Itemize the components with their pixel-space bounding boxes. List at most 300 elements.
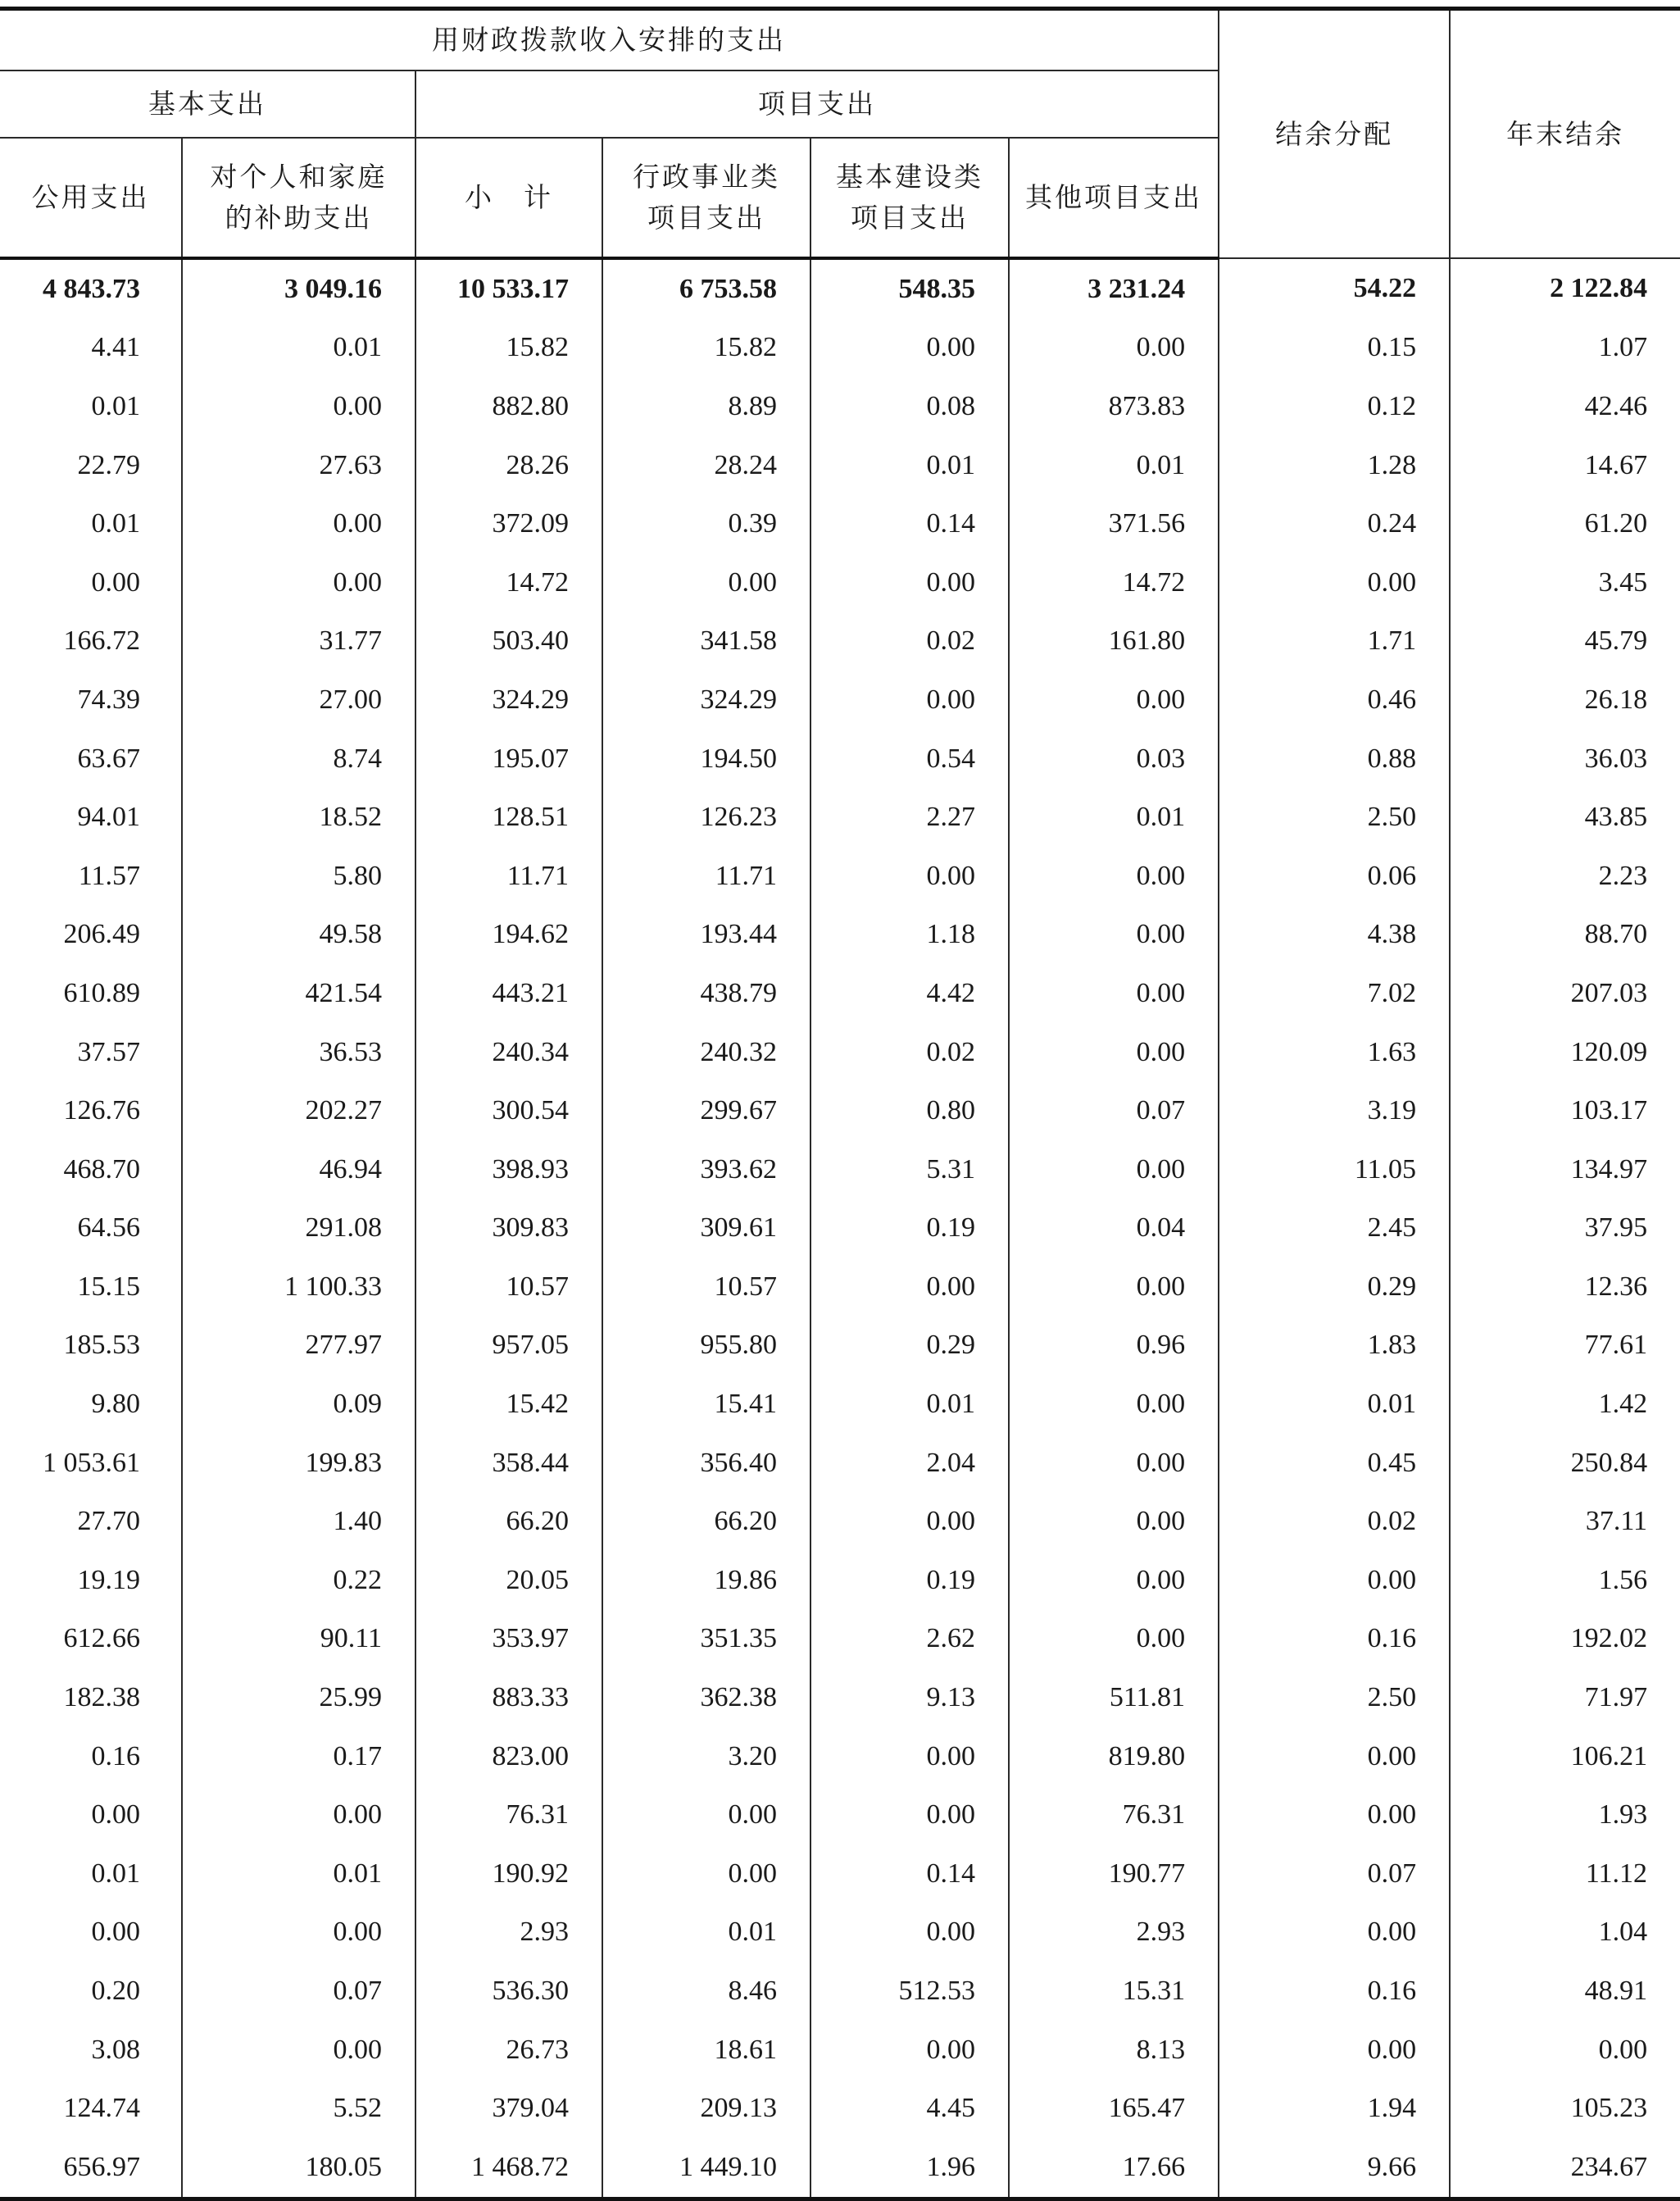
cell-construction-projects: 0.80 xyxy=(810,1081,1009,1140)
cell-project-subtotal: 536.30 xyxy=(415,1962,602,2021)
table-row xyxy=(0,730,1680,789)
table-row xyxy=(0,1081,1680,1140)
fiscal-expenditure-table xyxy=(0,7,1680,2201)
cell-other-projects: 0.00 xyxy=(1009,1375,1219,1434)
cell-individual-subsidy: 0.07 xyxy=(182,1962,415,2021)
cell-admin-projects: 209.13 xyxy=(602,2079,810,2138)
cell-admin-projects: 0.01 xyxy=(602,1903,810,1962)
cell-construction-projects: 0.00 xyxy=(810,2021,1009,2080)
cell-public-expenditure: 0.01 xyxy=(91,1858,140,1889)
cell-public-expenditure: 1 053.61 xyxy=(43,1447,140,1478)
cell-public-expenditure: 0.16 xyxy=(91,1740,140,1771)
cell-other-projects: 0.00 xyxy=(1009,1492,1219,1551)
cell-other-projects: 873.83 xyxy=(1009,377,1219,436)
cell-admin-projects: 3.20 xyxy=(602,1727,810,1786)
cell-surplus-distribution: 0.02 xyxy=(1219,1492,1450,1551)
cell-construction-projects: 5.31 xyxy=(810,1140,1009,1199)
cell-public-expenditure: 468.70 xyxy=(63,1153,140,1185)
cell-surplus-distribution: 1.83 xyxy=(1219,1317,1450,1376)
cell-project-subtotal: 503.40 xyxy=(415,612,602,671)
cell-public-expenditure: 74.39 xyxy=(77,684,140,715)
cell-public-expenditure: 185.53 xyxy=(63,1330,140,1361)
cell-surplus-distribution: 1.63 xyxy=(1219,1023,1450,1082)
cell-surplus-distribution: 2.50 xyxy=(1219,1668,1450,1727)
cell-year-end-balance: 26.18 xyxy=(1450,671,1680,730)
cell-construction-projects: 2.27 xyxy=(810,788,1009,847)
cell-other-projects: 0.00 xyxy=(1009,1023,1219,1082)
cell-other-projects: 0.00 xyxy=(1009,1551,1219,1610)
cell-admin-projects: 10.57 xyxy=(602,1257,810,1317)
cell-individual-subsidy: 277.97 xyxy=(182,1317,415,1376)
cell-construction-projects: 0.29 xyxy=(810,1317,1009,1376)
cell-construction-projects: 0.00 xyxy=(810,319,1009,378)
cell-admin-projects: 438.79 xyxy=(602,964,810,1023)
cell-surplus-distribution: 11.05 xyxy=(1219,1140,1450,1199)
cell-individual-subsidy: 49.58 xyxy=(182,906,415,965)
cell-construction-projects: 4.42 xyxy=(810,964,1009,1023)
cell-project-subtotal: 190.92 xyxy=(415,1844,602,1903)
cell-surplus-distribution: 0.07 xyxy=(1219,1844,1450,1903)
cell-surplus-distribution: 0.29 xyxy=(1219,1257,1450,1317)
cell-other-projects: 15.31 xyxy=(1009,1962,1219,2021)
cell-project-subtotal: 309.83 xyxy=(415,1199,602,1258)
cell-project-subtotal: 11.71 xyxy=(415,847,602,906)
table-row xyxy=(0,319,1680,378)
cell-admin-projects: 8.89 xyxy=(602,377,810,436)
cell-surplus-distribution: 0.00 xyxy=(1219,1785,1450,1844)
cell-other-projects: 371.56 xyxy=(1009,494,1219,553)
cell-public-expenditure: 9.80 xyxy=(91,1389,140,1420)
cell-admin-projects: 341.58 xyxy=(602,612,810,671)
cell-admin-projects: 0.39 xyxy=(602,494,810,553)
cell-public-expenditure: 0.01 xyxy=(91,390,140,421)
cell-project-subtotal: 358.44 xyxy=(415,1434,602,1493)
cell-project-subtotal: 443.21 xyxy=(415,964,602,1023)
table-row xyxy=(0,964,1680,1023)
cell-year-end-balance: 207.03 xyxy=(1450,964,1680,1023)
cell-year-end-balance: 36.03 xyxy=(1450,730,1680,789)
cell-surplus-distribution: 0.15 xyxy=(1219,319,1450,378)
cell-individual-subsidy: 199.83 xyxy=(182,1434,415,1493)
cell-year-end-balance: 71.97 xyxy=(1450,1668,1680,1727)
cell-construction-projects: 0.02 xyxy=(810,1023,1009,1082)
cell-individual-subsidy: 202.27 xyxy=(182,1081,415,1140)
cell-project-subtotal: 28.26 xyxy=(415,436,602,495)
header-admin-projects-line1: 行政事业类 xyxy=(633,161,780,193)
cell-construction-projects: 1.18 xyxy=(810,906,1009,965)
header-construction-projects-line1: 基本建设类 xyxy=(836,161,983,193)
cell-year-end-balance: 45.79 xyxy=(1450,612,1680,671)
header-subtotal-label: 小 计 xyxy=(465,181,553,213)
cell-construction-projects: 512.53 xyxy=(810,1962,1009,2021)
table-row xyxy=(0,1551,1680,1610)
cell-year-end-balance: 14.67 xyxy=(1450,436,1680,495)
cell-project-subtotal: 66.20 xyxy=(415,1492,602,1551)
cell-project-subtotal: 128.51 xyxy=(415,788,602,847)
cell-public-expenditure: 0.00 xyxy=(91,1799,140,1830)
cell-other-projects: 3 231.24 xyxy=(1009,258,1219,319)
table-row xyxy=(0,1317,1680,1376)
cell-construction-projects: 0.00 xyxy=(810,847,1009,906)
cell-surplus-distribution: 0.12 xyxy=(1219,377,1450,436)
cell-project-subtotal: 15.82 xyxy=(415,319,602,378)
cell-project-subtotal: 26.73 xyxy=(415,2021,602,2080)
table-body xyxy=(0,258,1680,2199)
cell-project-subtotal: 324.29 xyxy=(415,671,602,730)
cell-other-projects: 0.96 xyxy=(1009,1317,1219,1376)
cell-year-end-balance: 77.61 xyxy=(1450,1317,1680,1376)
cell-construction-projects: 4.45 xyxy=(810,2079,1009,2138)
cell-year-end-balance: 48.91 xyxy=(1450,1962,1680,2021)
cell-admin-projects: 18.61 xyxy=(602,2021,810,2080)
cell-year-end-balance: 42.46 xyxy=(1450,377,1680,436)
table-row xyxy=(0,1727,1680,1786)
cell-admin-projects: 309.61 xyxy=(602,1199,810,1258)
cell-construction-projects: 0.00 xyxy=(810,671,1009,730)
cell-construction-projects: 0.01 xyxy=(810,1375,1009,1434)
cell-construction-projects: 0.19 xyxy=(810,1199,1009,1258)
cell-admin-projects: 0.00 xyxy=(602,1785,810,1844)
cell-admin-projects: 6 753.58 xyxy=(602,258,810,319)
cell-public-expenditure: 4 843.73 xyxy=(43,273,140,304)
cell-individual-subsidy: 0.00 xyxy=(182,1903,415,1962)
cell-individual-subsidy: 0.00 xyxy=(182,494,415,553)
cell-public-expenditure: 3.08 xyxy=(91,2034,140,2065)
table-row xyxy=(0,1023,1680,1082)
cell-admin-projects: 240.32 xyxy=(602,1023,810,1082)
cell-individual-subsidy: 36.53 xyxy=(182,1023,415,1082)
cell-individual-subsidy: 3 049.16 xyxy=(182,258,415,319)
table-row xyxy=(0,1434,1680,1493)
cell-project-subtotal: 194.62 xyxy=(415,906,602,965)
cell-project-subtotal: 240.34 xyxy=(415,1023,602,1082)
cell-other-projects: 17.66 xyxy=(1009,2138,1219,2199)
cell-year-end-balance: 37.11 xyxy=(1450,1492,1680,1551)
cell-surplus-distribution: 1.28 xyxy=(1219,436,1450,495)
cell-construction-projects: 9.13 xyxy=(810,1668,1009,1727)
cell-public-expenditure: 126.76 xyxy=(63,1095,140,1126)
cell-public-expenditure: 610.89 xyxy=(63,977,140,1008)
cell-surplus-distribution: 0.00 xyxy=(1219,1727,1450,1786)
header-individual-subsidy xyxy=(182,138,415,258)
cell-project-subtotal: 372.09 xyxy=(415,494,602,553)
cell-construction-projects: 0.01 xyxy=(810,436,1009,495)
table-row xyxy=(0,494,1680,553)
cell-public-expenditure: 124.74 xyxy=(63,2093,140,2124)
cell-admin-projects: 0.00 xyxy=(602,553,810,612)
cell-year-end-balance: 3.45 xyxy=(1450,553,1680,612)
cell-public-expenditure: 11.57 xyxy=(78,860,140,891)
cell-construction-projects: 548.35 xyxy=(810,258,1009,319)
cell-admin-projects: 955.80 xyxy=(602,1317,810,1376)
cell-year-end-balance: 1.93 xyxy=(1450,1785,1680,1844)
header-group-fiscal: 用财政拨款收入安排的支出 xyxy=(0,9,1219,71)
cell-construction-projects: 0.14 xyxy=(810,494,1009,553)
cell-individual-subsidy: 5.52 xyxy=(182,2079,415,2138)
cell-individual-subsidy: 5.80 xyxy=(182,847,415,906)
cell-other-projects: 819.80 xyxy=(1009,1727,1219,1786)
cell-year-end-balance: 37.95 xyxy=(1450,1199,1680,1258)
cell-construction-projects: 2.04 xyxy=(810,1434,1009,1493)
cell-individual-subsidy: 421.54 xyxy=(182,964,415,1023)
header-admin-projects-line2: 项目支出 xyxy=(647,202,765,234)
cell-individual-subsidy: 0.17 xyxy=(182,1727,415,1786)
table-row xyxy=(0,1962,1680,2021)
cell-project-subtotal: 883.33 xyxy=(415,1668,602,1727)
cell-construction-projects: 0.02 xyxy=(810,612,1009,671)
cell-other-projects: 8.13 xyxy=(1009,2021,1219,2080)
cell-year-end-balance: 234.67 xyxy=(1450,2138,1680,2199)
cell-public-expenditure: 37.57 xyxy=(77,1036,140,1067)
header-public-expenditure xyxy=(0,138,182,258)
header-other-projects-label: 其他项目支出 xyxy=(1025,181,1203,213)
cell-year-end-balance: 11.12 xyxy=(1450,1844,1680,1903)
cell-construction-projects: 0.08 xyxy=(810,377,1009,436)
table-row xyxy=(0,1199,1680,1258)
header-group-basic: 基本支出 xyxy=(0,70,415,138)
cell-surplus-distribution: 2.45 xyxy=(1219,1199,1450,1258)
cell-surplus-distribution: 1.71 xyxy=(1219,612,1450,671)
cell-year-end-balance: 106.21 xyxy=(1450,1727,1680,1786)
cell-admin-projects: 324.29 xyxy=(602,671,810,730)
table-row xyxy=(0,1375,1680,1434)
cell-other-projects: 511.81 xyxy=(1009,1668,1219,1727)
cell-year-end-balance: 61.20 xyxy=(1450,494,1680,553)
cell-construction-projects: 2.62 xyxy=(810,1610,1009,1669)
cell-other-projects: 0.04 xyxy=(1009,1199,1219,1258)
cell-surplus-distribution: 7.02 xyxy=(1219,964,1450,1023)
cell-individual-subsidy: 291.08 xyxy=(182,1199,415,1258)
cell-year-end-balance: 43.85 xyxy=(1450,788,1680,847)
cell-admin-projects: 194.50 xyxy=(602,730,810,789)
cell-year-end-balance: 103.17 xyxy=(1450,1081,1680,1140)
cell-public-expenditure: 94.01 xyxy=(77,802,140,833)
table-row xyxy=(0,1610,1680,1669)
cell-surplus-distribution: 0.24 xyxy=(1219,494,1450,553)
cell-surplus-distribution: 9.66 xyxy=(1219,2138,1450,2199)
cell-individual-subsidy: 1 100.33 xyxy=(182,1257,415,1317)
table-row xyxy=(0,612,1680,671)
cell-public-expenditure: 19.19 xyxy=(77,1564,140,1595)
cell-project-subtotal: 823.00 xyxy=(415,1727,602,1786)
cell-project-subtotal: 300.54 xyxy=(415,1081,602,1140)
cell-other-projects: 14.72 xyxy=(1009,553,1219,612)
cell-public-expenditure: 63.67 xyxy=(77,743,140,774)
cell-individual-subsidy: 0.09 xyxy=(182,1375,415,1434)
cell-admin-projects: 15.41 xyxy=(602,1375,810,1434)
table-row xyxy=(0,1903,1680,1962)
table-row xyxy=(0,847,1680,906)
cell-other-projects: 190.77 xyxy=(1009,1844,1219,1903)
cell-project-subtotal: 15.42 xyxy=(415,1375,602,1434)
cell-project-subtotal: 20.05 xyxy=(415,1551,602,1610)
cell-admin-projects: 1 449.10 xyxy=(602,2138,810,2199)
table-row xyxy=(0,2079,1680,2138)
cell-individual-subsidy: 8.74 xyxy=(182,730,415,789)
cell-year-end-balance: 192.02 xyxy=(1450,1610,1680,1669)
cell-year-end-balance: 0.00 xyxy=(1450,2021,1680,2080)
cell-public-expenditure: 4.41 xyxy=(91,332,140,363)
cell-individual-subsidy: 0.22 xyxy=(182,1551,415,1610)
cell-surplus-distribution: 0.06 xyxy=(1219,847,1450,906)
cell-construction-projects: 0.54 xyxy=(810,730,1009,789)
cell-project-subtotal: 10 533.17 xyxy=(415,258,602,319)
cell-individual-subsidy: 0.00 xyxy=(182,553,415,612)
cell-year-end-balance: 2.23 xyxy=(1450,847,1680,906)
cell-individual-subsidy: 0.01 xyxy=(182,319,415,378)
cell-public-expenditure: 0.00 xyxy=(91,566,140,598)
cell-year-end-balance: 1.56 xyxy=(1450,1551,1680,1610)
cell-project-subtotal: 14.72 xyxy=(415,553,602,612)
cell-admin-projects: 126.23 xyxy=(602,788,810,847)
header-subtotal xyxy=(415,138,602,258)
cell-project-subtotal: 76.31 xyxy=(415,1785,602,1844)
cell-other-projects: 2.93 xyxy=(1009,1903,1219,1962)
cell-admin-projects: 11.71 xyxy=(602,847,810,906)
cell-public-expenditure: 0.01 xyxy=(91,508,140,539)
cell-project-subtotal: 195.07 xyxy=(415,730,602,789)
cell-construction-projects: 1.96 xyxy=(810,2138,1009,2199)
cell-individual-subsidy: 0.00 xyxy=(182,2021,415,2080)
cell-other-projects: 0.00 xyxy=(1009,964,1219,1023)
cell-construction-projects: 0.00 xyxy=(810,553,1009,612)
header-admin-projects xyxy=(602,138,810,258)
cell-surplus-distribution: 0.00 xyxy=(1219,1551,1450,1610)
cell-surplus-distribution: 0.00 xyxy=(1219,1903,1450,1962)
table-row xyxy=(0,436,1680,495)
table-row xyxy=(0,1140,1680,1199)
cell-surplus-distribution: 2.50 xyxy=(1219,788,1450,847)
cell-year-end-balance: 120.09 xyxy=(1450,1023,1680,1082)
cell-other-projects: 0.01 xyxy=(1009,788,1219,847)
header-group-project: 项目支出 xyxy=(415,70,1219,138)
cell-admin-projects: 299.67 xyxy=(602,1081,810,1140)
cell-year-end-balance: 1.42 xyxy=(1450,1375,1680,1434)
cell-individual-subsidy: 31.77 xyxy=(182,612,415,671)
cell-other-projects: 165.47 xyxy=(1009,2079,1219,2138)
header-other-projects xyxy=(1009,138,1219,258)
header-individual-subsidy-line1: 对个人和家庭 xyxy=(210,161,388,193)
table-row xyxy=(0,2021,1680,2080)
cell-construction-projects: 0.19 xyxy=(810,1551,1009,1610)
cell-public-expenditure: 206.49 xyxy=(63,919,140,950)
cell-construction-projects: 0.14 xyxy=(810,1844,1009,1903)
cell-public-expenditure: 612.66 xyxy=(63,1623,140,1654)
cell-individual-subsidy: 1.40 xyxy=(182,1492,415,1551)
cell-admin-projects: 362.38 xyxy=(602,1668,810,1727)
header-surplus-distribution: 结余分配 xyxy=(1219,9,1450,259)
cell-admin-projects: 193.44 xyxy=(602,906,810,965)
table-row xyxy=(0,1668,1680,1727)
cell-year-end-balance: 12.36 xyxy=(1450,1257,1680,1317)
cell-project-subtotal: 379.04 xyxy=(415,2079,602,2138)
table-row xyxy=(0,1844,1680,1903)
cell-other-projects: 0.00 xyxy=(1009,906,1219,965)
cell-public-expenditure: 0.20 xyxy=(91,1976,140,2007)
header-year-end-balance: 年末结余 xyxy=(1450,9,1680,259)
cell-year-end-balance: 88.70 xyxy=(1450,906,1680,965)
cell-construction-projects: 0.00 xyxy=(810,1727,1009,1786)
cell-surplus-distribution: 1.94 xyxy=(1219,2079,1450,2138)
cell-surplus-distribution: 3.19 xyxy=(1219,1081,1450,1140)
cell-public-expenditure: 656.97 xyxy=(0,2138,182,2199)
cell-other-projects: 0.00 xyxy=(1009,847,1219,906)
cell-admin-projects: 8.46 xyxy=(602,1962,810,2021)
header-individual-subsidy-line2: 的补助支出 xyxy=(225,202,373,234)
cell-admin-projects: 28.24 xyxy=(602,436,810,495)
cell-individual-subsidy: 27.00 xyxy=(182,671,415,730)
cell-public-expenditure: 64.56 xyxy=(77,1212,140,1244)
cell-other-projects: 0.00 xyxy=(1009,671,1219,730)
cell-other-projects: 0.03 xyxy=(1009,730,1219,789)
table-row xyxy=(0,906,1680,965)
cell-surplus-distribution: 0.88 xyxy=(1219,730,1450,789)
cell-year-end-balance: 250.84 xyxy=(1450,1434,1680,1493)
cell-construction-projects: 0.00 xyxy=(810,1492,1009,1551)
cell-project-subtotal: 2.93 xyxy=(415,1903,602,1962)
table-row xyxy=(0,671,1680,730)
cell-individual-subsidy: 0.00 xyxy=(182,377,415,436)
cell-surplus-distribution: 0.00 xyxy=(1219,2021,1450,2080)
table-row xyxy=(0,1492,1680,1551)
cell-project-subtotal: 882.80 xyxy=(415,377,602,436)
cell-surplus-distribution: 4.38 xyxy=(1219,906,1450,965)
header-construction-projects-line2: 项目支出 xyxy=(851,202,969,234)
cell-individual-subsidy: 0.01 xyxy=(182,1844,415,1903)
cell-admin-projects: 15.82 xyxy=(602,319,810,378)
header-public-expenditure-label: 公用支出 xyxy=(31,181,150,213)
cell-individual-subsidy: 25.99 xyxy=(182,1668,415,1727)
cell-year-end-balance: 1.07 xyxy=(1450,319,1680,378)
cell-admin-projects: 351.35 xyxy=(602,1610,810,1669)
cell-public-expenditure: 27.70 xyxy=(77,1506,140,1537)
cell-year-end-balance: 1.04 xyxy=(1450,1903,1680,1962)
cell-year-end-balance: 134.97 xyxy=(1450,1140,1680,1199)
table-row xyxy=(0,2138,1680,2199)
cell-other-projects: 0.00 xyxy=(1009,1140,1219,1199)
cell-public-expenditure: 182.38 xyxy=(63,1682,140,1713)
cell-public-expenditure: 0.00 xyxy=(91,1917,140,1948)
header-row-1 xyxy=(0,9,1680,71)
cell-surplus-distribution: 0.16 xyxy=(1219,1962,1450,2021)
cell-individual-subsidy: 0.00 xyxy=(182,1785,415,1844)
cell-admin-projects: 356.40 xyxy=(602,1434,810,1493)
table-row xyxy=(0,788,1680,847)
cell-year-end-balance: 2 122.84 xyxy=(1450,258,1680,319)
cell-public-expenditure: 15.15 xyxy=(77,1271,140,1302)
cell-project-subtotal: 10.57 xyxy=(415,1257,602,1317)
cell-other-projects: 0.00 xyxy=(1009,1434,1219,1493)
cell-surplus-distribution: 0.16 xyxy=(1219,1610,1450,1669)
cell-individual-subsidy: 46.94 xyxy=(182,1140,415,1199)
cell-other-projects: 0.01 xyxy=(1009,436,1219,495)
cell-individual-subsidy: 18.52 xyxy=(182,788,415,847)
cell-construction-projects: 0.00 xyxy=(810,1785,1009,1844)
cell-project-subtotal: 353.97 xyxy=(415,1610,602,1669)
cell-other-projects: 0.00 xyxy=(1009,1610,1219,1669)
cell-surplus-distribution: 0.01 xyxy=(1219,1375,1450,1434)
cell-surplus-distribution: 0.00 xyxy=(1219,553,1450,612)
cell-admin-projects: 66.20 xyxy=(602,1492,810,1551)
cell-individual-subsidy: 180.05 xyxy=(182,2138,415,2199)
cell-individual-subsidy: 90.11 xyxy=(182,1610,415,1669)
cell-project-subtotal: 1 468.72 xyxy=(415,2138,602,2199)
cell-year-end-balance: 105.23 xyxy=(1450,2079,1680,2138)
cell-surplus-distribution: 0.46 xyxy=(1219,671,1450,730)
cell-admin-projects: 0.00 xyxy=(602,1844,810,1903)
cell-construction-projects: 0.00 xyxy=(810,1903,1009,1962)
cell-other-projects: 0.00 xyxy=(1009,1257,1219,1317)
